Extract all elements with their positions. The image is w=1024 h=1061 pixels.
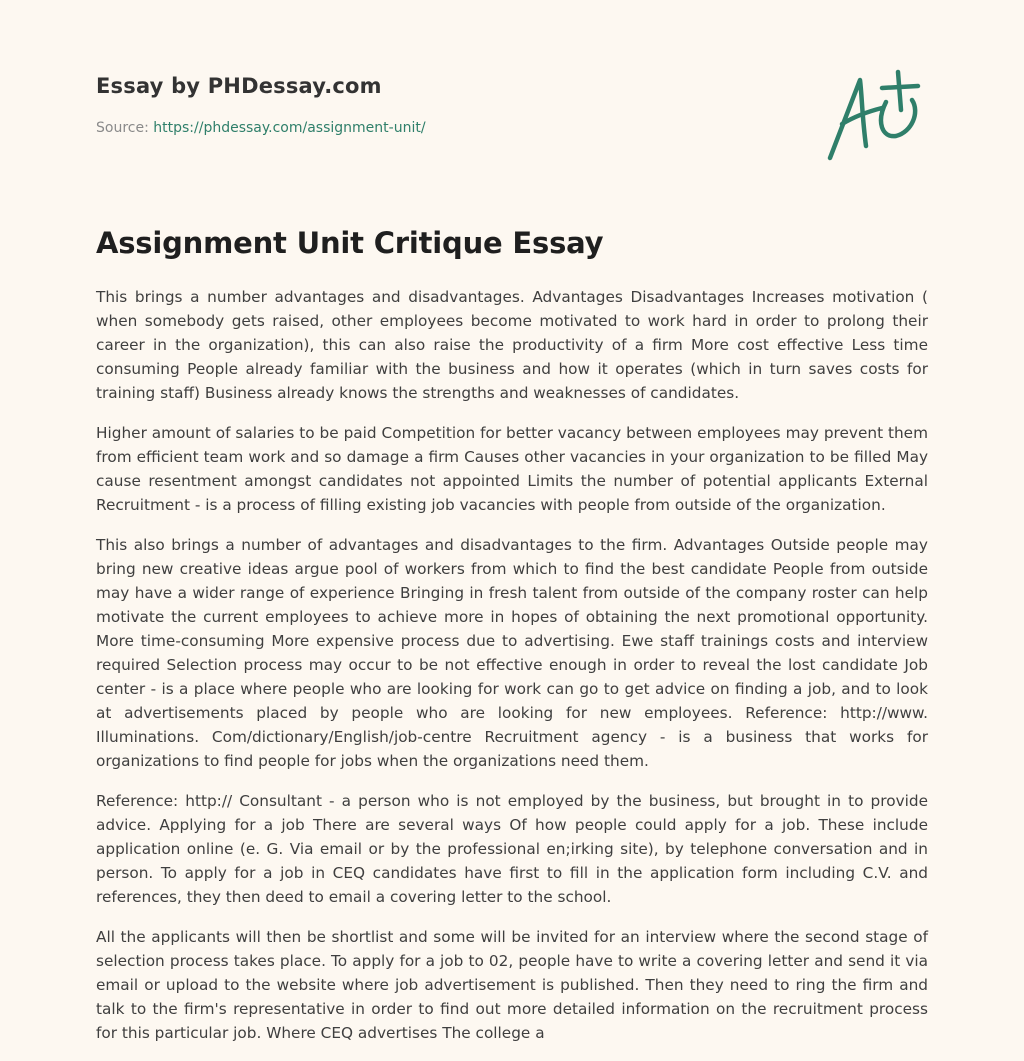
essay-paragraph: This also brings a number of advantages and disadvantages to the firm. Advantages Outside people may bring new creative ideas argue pool of workers from which to find the best candidate People from outside may have a wider range of experience Bringing in fresh talent from outside of the company roster can help motivate the current employees to achieve more in hopes of obtaining the next promotional opportunity. More time-consuming More expensive process due to advertising. Ewe staff trainings costs and interview required Selection process may occur to be not effective enough in order to reveal the lost candidate Job center - is a place where people who are looking for work can go to get advice on finding a job, and to look at advertisements placed by people who are looking for new employees. Reference: http://www. Illuminations. Com/dictionary/English/job-centre Recruitment agency - is a business that works for organizations to find people for jobs when the organizations need them. bbox=[96, 536, 928, 770]
essay-paragraph: Reference: http:// Consultant - a person who is not employed by the business, but brought in to provide advice. Applying for a job There are several ways Of how people could apply for a job. These include application online (e. G. Via email or by the professional en;irking site), by telephone conversation and in person. To apply for a job in CEQ candidates have first to fill in the application form including C.V. and references, they then deed to email a covering letter to the school. bbox=[96, 792, 928, 906]
page-header bbox=[96, 74, 928, 136]
source-link[interactable]: https://phdessay.com/assignment-unit/ bbox=[153, 120, 426, 136]
site-title: Essay by PHDessay.com bbox=[96, 74, 382, 98]
essay-body bbox=[96, 285, 928, 1061]
source-label: Source: bbox=[96, 120, 154, 136]
essay-paragraph: This brings a number advantages and disadvantages. Advantages Disadvantages Increases motivation ( when somebody gets raised, other employees become motivated to work hard in order to prolong their career in the organization), this can also raise the productivity of a firm More cost effective Less time consuming People already familiar with the business and how it operates (which in turn saves costs for training staff) Business already knows the strengths and weaknesses of candidates. bbox=[96, 288, 928, 402]
a-plus-logo-icon bbox=[822, 66, 930, 166]
essay-paragraph: Higher amount of salaries to be paid Competition for better vacancy between employees may prevent them from efficient team work and so damage a firm Causes other vacancies in your organization to be filled May cause resentment amongst candidates not appointed Limits the number of potential applicants External Recruitment - is a process of filling existing job vacancies with people from outside of the organization. bbox=[96, 424, 928, 514]
document-title: Assignment Unit Critique Essay bbox=[96, 226, 604, 260]
source-line bbox=[96, 120, 928, 136]
essay-paragraph: All the applicants will then be shortlist and some will be invited for an interview where the second stage of selection process takes place. To apply for a job to 02, people have to write a covering letter and send it via email or upload to the website where job advertisement is published. Then they need to ring the firm and talk to the firm's representative in order to find out more detailed information on the recruitment process for this particular job. Where CEQ advertises The college a bbox=[96, 928, 928, 1042]
